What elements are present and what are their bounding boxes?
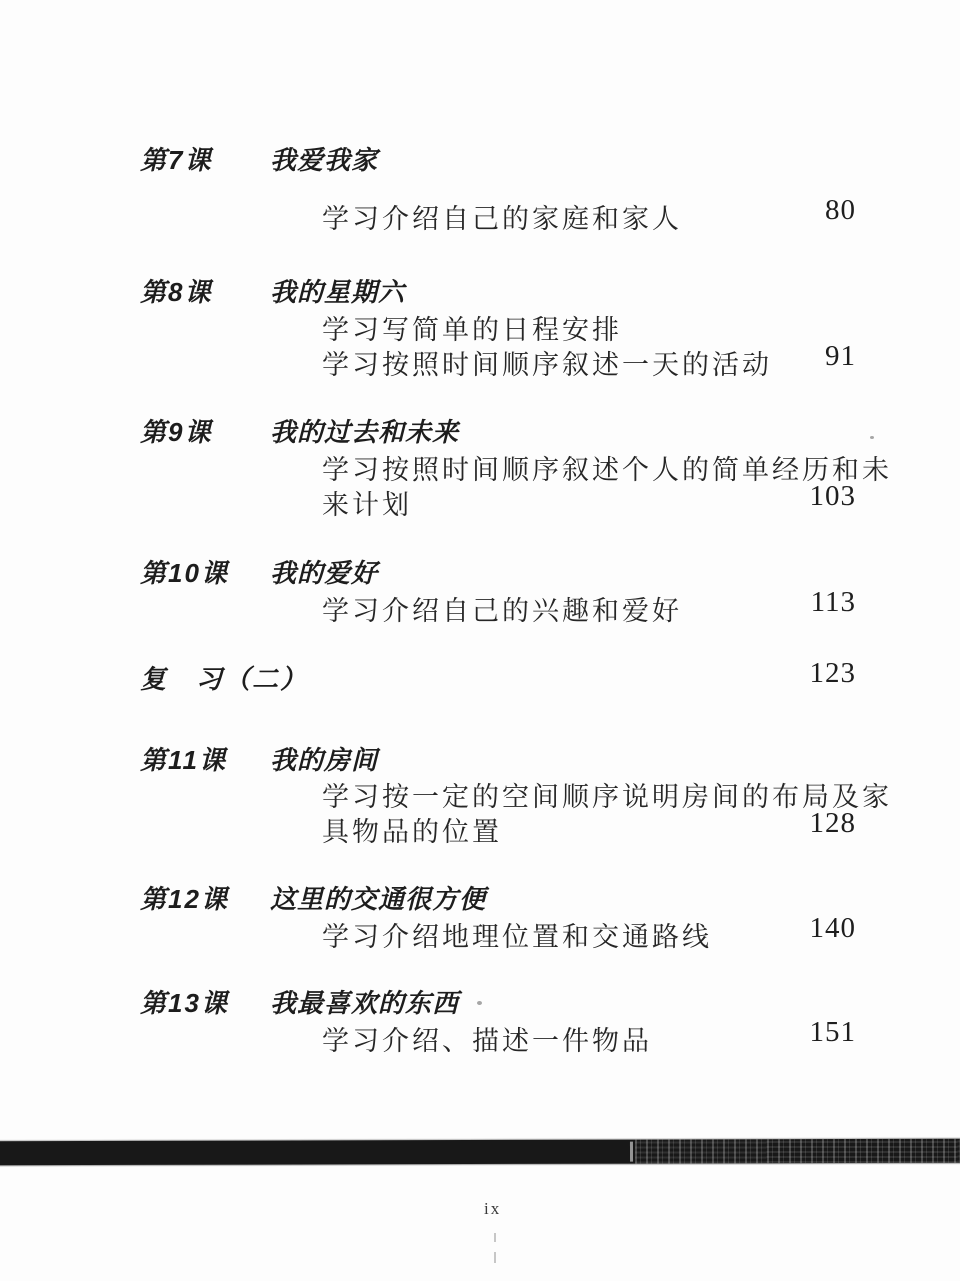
lesson-label: 第11课: [140, 745, 227, 775]
lesson-title: 我的星期六: [270, 277, 406, 307]
scan-artifact-speck: [870, 436, 874, 439]
review-title: 复 习（二）: [140, 664, 309, 694]
lesson-desc: 学习介绍自己的家庭和家人: [322, 204, 682, 234]
page-number: 80: [825, 194, 856, 226]
lesson-label: 第10课: [140, 558, 229, 588]
lesson-title: 我的爱好: [270, 558, 379, 588]
page-number: 113: [810, 586, 856, 618]
footer-bar-grain: [635, 1139, 960, 1164]
toc-entry-lesson13-heading: [0, 983, 960, 1017]
toc-entry-lesson12-heading: [0, 879, 960, 913]
lesson-desc: 学习介绍地理位置和交通路线: [322, 922, 712, 952]
toc-entry-lesson8-desc1: [0, 307, 960, 345]
lesson-title: 我的过去和未来: [270, 417, 460, 447]
toc-entry-lesson7-heading: [0, 140, 960, 174]
page-number: 123: [809, 657, 856, 689]
lesson-title: 我的房间: [270, 745, 379, 775]
toc-entry-review2: [0, 659, 960, 693]
toc-entry-lesson13-desc: [0, 1016, 960, 1056]
page-number: 151: [809, 1016, 856, 1048]
lesson-title: 我最喜欢的东西: [270, 988, 460, 1018]
toc-entry-lesson9-heading: [0, 412, 960, 446]
lesson-title: 我爱我家: [270, 145, 379, 175]
lesson-label: 第9课: [140, 417, 213, 447]
page-number: 103: [809, 480, 856, 512]
footer-bar: [0, 1139, 960, 1166]
toc-entry-lesson8-desc2: [0, 340, 960, 380]
lesson-label: 第8课: [140, 277, 213, 307]
toc-entry-lesson7-desc: [0, 194, 960, 234]
scan-artifact-binding-mark: [494, 1252, 496, 1263]
lesson-desc: 学习介绍自己的兴趣和爱好: [322, 596, 682, 626]
toc-entry-lesson10-heading: [0, 553, 960, 587]
lesson-label: 第7课: [140, 145, 213, 175]
toc-entry-lesson8-heading: [0, 272, 960, 306]
footer-bar-seam: [630, 1142, 633, 1162]
toc-entry-lesson9-desc2: [0, 480, 960, 520]
lesson-desc: 学习按照时间顺序叙述一天的活动: [322, 350, 772, 380]
lesson-desc: 学习写简单的日程安排: [322, 315, 622, 345]
lesson-desc: 学习按照时间顺序叙述个人的简单经历和未: [322, 455, 892, 485]
page-number: 128: [809, 807, 856, 839]
page-number: 91: [825, 340, 856, 372]
page-number: 140: [809, 912, 856, 944]
toc-entry-lesson11-heading: [0, 740, 960, 774]
lesson-desc: 来计划: [322, 490, 412, 520]
toc-entry-lesson11-desc2: [0, 807, 960, 847]
lesson-label: 第13课: [140, 988, 229, 1018]
scan-artifact-binding-mark: [494, 1233, 496, 1242]
toc-entry-lesson10-desc: [0, 586, 960, 626]
toc-entry-lesson9-desc1: [0, 447, 960, 485]
folio-page-number: ix: [484, 1199, 502, 1218]
lesson-desc: 学习按一定的空间顺序说明房间的布局及家: [322, 782, 892, 812]
toc-entry-lesson12-desc: [0, 912, 960, 952]
lesson-label: 第12课: [140, 884, 229, 914]
lesson-desc: 学习介绍、描述一件物品: [322, 1026, 652, 1056]
lesson-title: 这里的交通很方便: [270, 884, 487, 914]
lesson-desc: 具物品的位置: [322, 817, 502, 847]
toc-entry-lesson11-desc1: [0, 774, 960, 812]
scan-artifact-speck: [477, 1001, 482, 1005]
